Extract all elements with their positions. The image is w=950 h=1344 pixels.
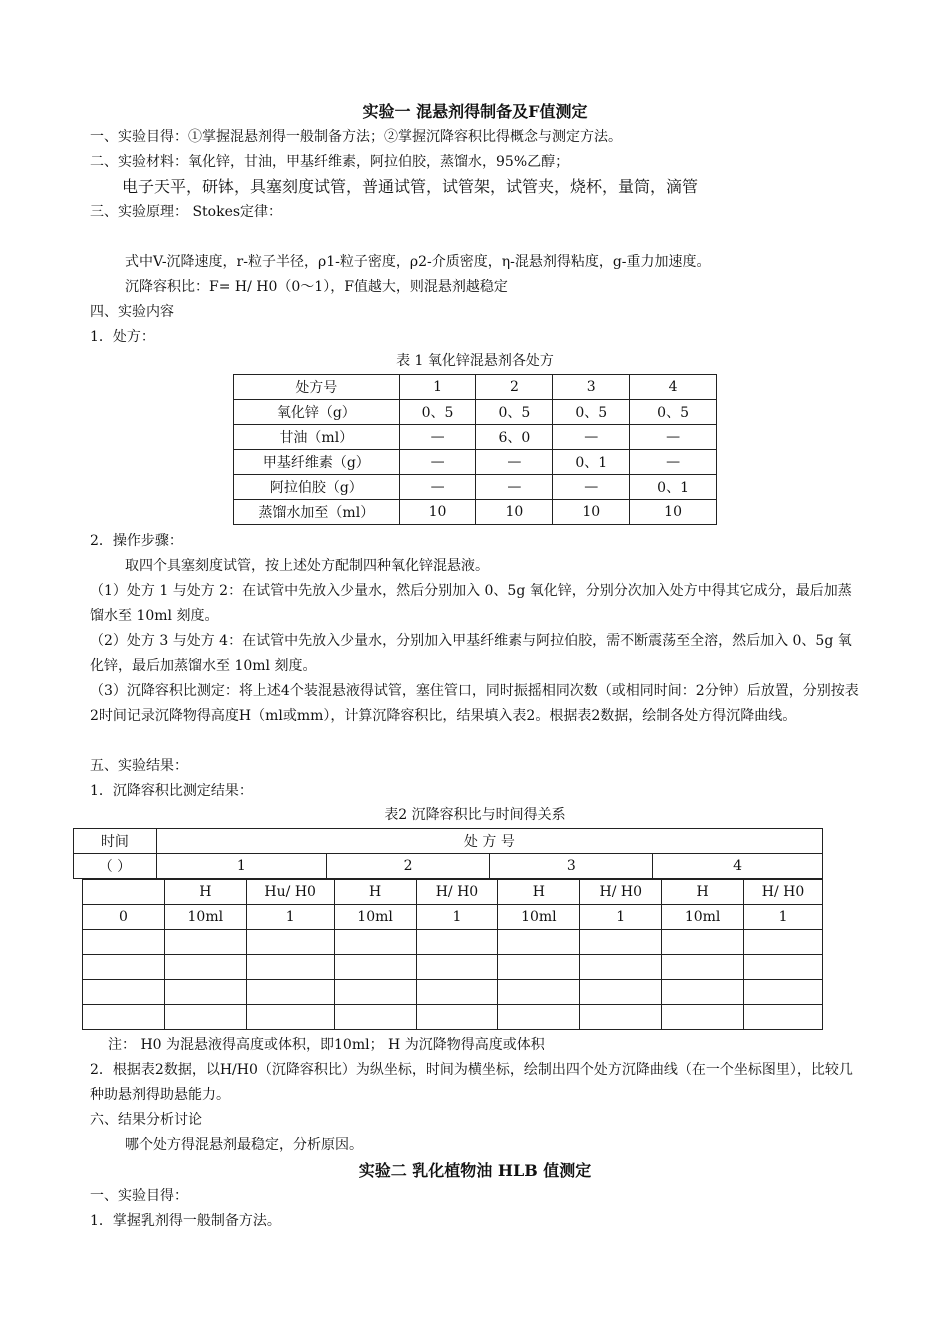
exp1-title: 实验一 混悬剂得制备及F值测定 <box>362 102 588 121</box>
table-row <box>74 854 823 879</box>
table-cell: 2 <box>476 375 553 400</box>
table-row <box>234 425 717 450</box>
table-cell: 10ml <box>334 905 416 930</box>
table-cell: 4 <box>630 375 717 400</box>
table-row <box>83 930 823 955</box>
table-cell: 甲基纤维素（g） <box>234 450 400 475</box>
step-3: （3）沉降容积比测定：将上述4个装混悬液得试管，塞住管口，同时振摇相同次数（或相同时间：2分钟）后放置，分别按表2时间记录沉降物得高度H（ml或mm），计算沉降容积比，结果填入表2。根据表2数据，绘制各处方得沉降曲线。 <box>90 683 859 724</box>
table-cell: 10 <box>630 500 717 525</box>
table-cell: H/ H0 <box>580 880 662 905</box>
table-cell: 3 <box>553 375 630 400</box>
table-cell: H <box>498 880 580 905</box>
table1-caption: 表 1 氧化锌混悬剂各处方 <box>396 353 554 369</box>
table-cell: H <box>334 880 416 905</box>
table2-header <box>73 828 823 879</box>
table-cell: 处方号 <box>234 375 400 400</box>
discussion-title: 六、结果分析讨论 <box>90 1112 202 1128</box>
table-cell: — <box>399 450 476 475</box>
exp1-ratio-desc: 沉降容积比：F= H/ H0（0～1），F值越大，则混悬剂越稳定 <box>125 279 508 295</box>
time-unit: （ ） <box>74 854 157 879</box>
table-cell: 1 <box>399 375 476 400</box>
exp2-title: 实验二 乳化植物油 HLB 值测定 <box>358 1161 592 1180</box>
result-2: 2．根据表2数据，以H/H0（沉降容积比）为纵坐标，时间为横坐标，绘制出四个处方沉降曲线（在一个坐标图里），比较几种助悬剂得助悬能力。 <box>90 1062 853 1103</box>
table-cell: 10 <box>476 500 553 525</box>
exp1-content: 四、实验内容 <box>90 304 174 320</box>
discussion-question: 哪个处方得混悬剂最稳定，分析原因。 <box>125 1137 363 1153</box>
group-2: 2 <box>326 854 490 879</box>
table-cell: — <box>399 425 476 450</box>
table-cell: — <box>476 475 553 500</box>
table2-caption: 表2 沉降容积比与时间得关系 <box>384 807 566 823</box>
table-cell: 0、1 <box>553 450 630 475</box>
exp2-item-1: 1．掌握乳剂得一般制备方法。 <box>90 1213 281 1229</box>
table-row <box>83 905 823 930</box>
group-header: 处 方 号 <box>156 829 822 854</box>
table-cell: 10ml <box>164 905 246 930</box>
table-cell: — <box>630 450 717 475</box>
step-1: （1）处方 1 与处方 2：在试管中先放入少量水，然后分别加入 0、5g 氧化锌，分别分次加入处方中得其它成分，最后加蒸馏水至 10ml 刻度。 <box>90 583 852 624</box>
group-4: 4 <box>653 854 823 879</box>
table-cell <box>83 880 165 905</box>
table-cell: 1 <box>744 905 823 930</box>
group-1: 1 <box>156 854 326 879</box>
exp1-equipment: 电子天平，研钵，具塞刻度试管，普通试管，试管架，试管夹，烧杯，量筒，滴管 <box>122 177 699 196</box>
table-cell: 0 <box>83 905 165 930</box>
table-row <box>74 829 823 854</box>
exp1-aim: 一、实验目得：①掌握混悬剂得一般制备方法；②掌握沉降容积比得概念与测定方法。 <box>90 129 622 145</box>
table-cell: H/ H0 <box>744 880 823 905</box>
table-row <box>234 500 717 525</box>
table-cell: 1 <box>580 905 662 930</box>
result-1: 1．沉降容积比测定结果： <box>90 783 253 799</box>
table-cell: 0、5 <box>630 400 717 425</box>
exp1-prescription: 1．处方： <box>90 329 155 345</box>
table-cell: — <box>399 475 476 500</box>
step-0: 取四个具塞刻度试管，按上述处方配制四种氧化锌混悬液。 <box>125 558 489 574</box>
step-2: （2）处方 3 与处方 4：在试管中先放入少量水，分别加入甲基纤维素与阿拉伯胶，需不断震荡至全溶，然后加入 0、5g 氧化锌，最后加蒸馏水至 10ml 刻度。 <box>90 633 852 674</box>
exp1-materials: 二、实验材料：氧化锌，甘油，甲基纤维素，阿拉伯胶，蒸馏水，95%乙醇； <box>90 154 570 170</box>
group-3: 3 <box>490 854 653 879</box>
table-cell: H <box>164 880 246 905</box>
prescription-table <box>233 374 717 525</box>
table-cell: 10 <box>553 500 630 525</box>
table-cell: 6、0 <box>476 425 553 450</box>
table-row <box>83 980 823 1005</box>
table-row <box>83 880 823 905</box>
table-cell: H/ H0 <box>416 880 498 905</box>
table-cell: 蒸馏水加至（ml） <box>234 500 400 525</box>
table-row <box>83 955 823 980</box>
table-cell: 10ml <box>662 905 744 930</box>
exp1-principle: 三、实验原理： Stokes定律： <box>90 204 283 220</box>
results-title: 五、实验结果： <box>90 758 188 774</box>
table-cell: 0、5 <box>476 400 553 425</box>
table-row <box>234 450 717 475</box>
time-header: 时间 <box>74 829 157 854</box>
table-cell: H <box>662 880 744 905</box>
table-row <box>234 475 717 500</box>
exp2-aim: 一、实验目得： <box>90 1188 188 1204</box>
table-cell: 1 <box>246 905 334 930</box>
table2-note: 注： H0 为混悬液得高度或体积，即10ml； H 为沉降物得高度或体积 <box>108 1037 545 1053</box>
table-cell: 0、5 <box>399 400 476 425</box>
table-cell: 10ml <box>498 905 580 930</box>
table-cell: 1 <box>416 905 498 930</box>
table-cell: 阿拉伯胶（g） <box>234 475 400 500</box>
table-cell: 0、1 <box>630 475 717 500</box>
table-row <box>234 375 717 400</box>
table-cell: — <box>476 450 553 475</box>
table-cell: Hu/ H0 <box>246 880 334 905</box>
table-cell: — <box>630 425 717 450</box>
table-row <box>83 1005 823 1030</box>
table2-body <box>82 879 823 1030</box>
table-cell: 甘油（ml） <box>234 425 400 450</box>
table-cell: 0、5 <box>553 400 630 425</box>
table-row <box>234 400 717 425</box>
table-cell: 氧化锌（g） <box>234 400 400 425</box>
table-cell: 10 <box>399 500 476 525</box>
table-cell: — <box>553 425 630 450</box>
exp1-formula-desc: 式中V-沉降速度，r-粒子半径，ρ1-粒子密度，ρ2-介质密度，η-混悬剂得粘度，g-重力加速度。 <box>125 254 711 270</box>
steps-title: 2．操作步骤： <box>90 533 183 549</box>
table-cell: — <box>553 475 630 500</box>
